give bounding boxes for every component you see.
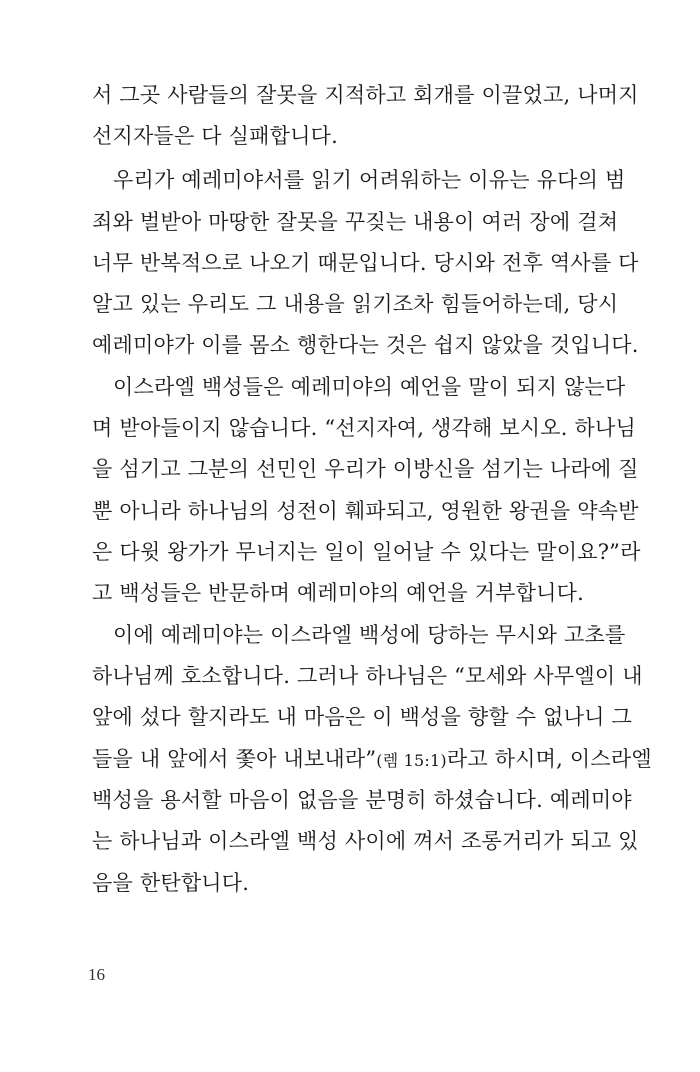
text-line: 너무 반복적으로 나오기 때문입니다. 당시와 전후 역사를 다 [92,251,639,275]
text-line: 예레미야가 이를 몸소 행한다는 것은 쉽지 않았을 것입니다. [92,333,639,357]
text-line: 하나님께 호소합니다. 그러나 하나님은 “모세와 사무엘이 내 [92,664,643,688]
page-number: 16 [88,965,105,984]
text-line: 서 그곳 사람들의 잘못을 지적하고 회개를 이끌었고, 나머지 [92,83,639,107]
text-line: 음을 한탄합니다. [92,871,250,895]
text-line: 이스라엘 백성들은 예레미야의 예언을 말이 되지 않는다 [113,375,626,399]
text-line: 이에 예레미야는 이스라엘 백성에 당하는 무시와 고초를 [113,623,626,647]
text-line: 죄와 벌받아 마땅한 잘못을 꾸짖는 내용이 여러 장에 걸쳐 [92,210,619,234]
text-line: 선지자들은 다 실패합니다. [92,124,338,148]
text-line: 고 백성들은 반문하며 예레미야의 예언을 거부합니다. [92,581,584,605]
text-segment: 라고 하시며, 이스라엘 [446,747,652,771]
text-line: 뿐 아니라 하나님의 성전이 훼파되고, 영원한 왕권을 약속받 [92,499,639,523]
text-line: 은 다윗 왕가가 무너지는 일이 일어날 수 있다는 말이요?”라 [92,540,641,564]
text-line-with-reference [92,744,652,776]
text-line: 앞에 섰다 할지라도 내 마음은 이 백성을 향할 수 없나니 그 [92,705,632,729]
text-line: 우리가 예레미야서를 읽기 어려워하는 이유는 유다의 범 [113,168,626,192]
text-line: 며 받아들이지 않습니다. “선지자여, 생각해 보시오. 하나님 [92,416,636,440]
text-line: 을 섬기고 그분의 선민인 우리가 이방신을 섬기는 나라에 질 [92,457,639,481]
text-segment: 들을 내 앞에서 쫓아 내보내라” [92,747,377,771]
scripture-reference: (렘 15:1) [376,751,447,770]
text-line: 는 하나님과 이스라엘 백성 사이에 껴서 조롱거리가 되고 있 [92,829,639,853]
text-line: 백성을 용서할 마음이 없음을 분명히 하셨습니다. 예레미야 [92,788,632,812]
text-line: 알고 있는 우리도 그 내용을 읽기조차 힘들어하는데, 당시 [92,292,619,316]
